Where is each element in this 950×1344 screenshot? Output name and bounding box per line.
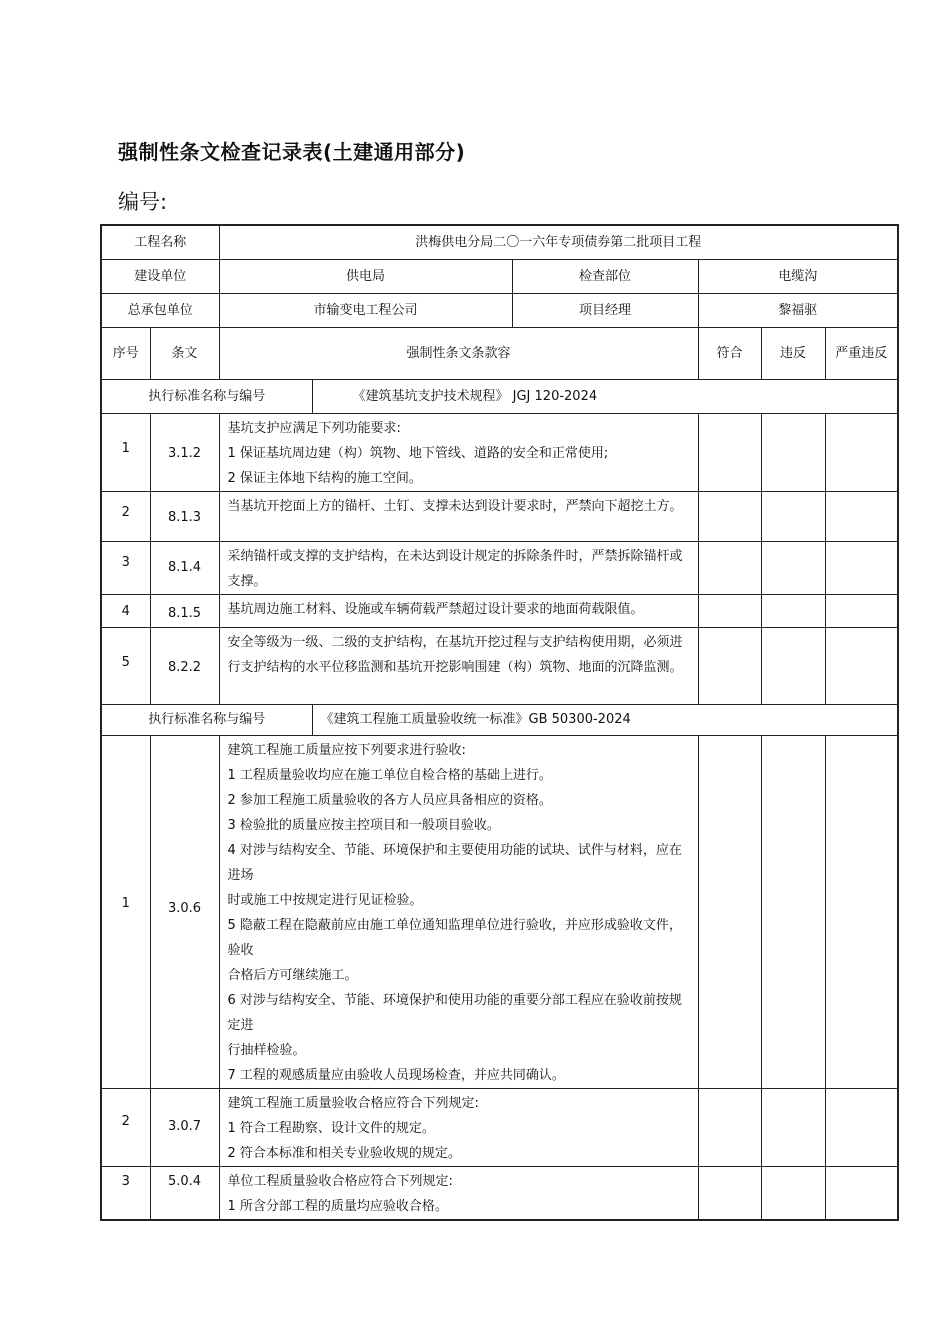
- row-content: [219, 541, 698, 594]
- comply-cell[interactable]: [698, 1166, 761, 1220]
- row-seq: 3: [101, 541, 150, 594]
- col-serious: 严重违反: [825, 327, 898, 379]
- pm-value: 黎福驱: [698, 293, 898, 327]
- serious-cell[interactable]: [825, 541, 898, 594]
- row-clause: 8.1.4: [150, 541, 219, 594]
- comply-cell[interactable]: [698, 735, 761, 1088]
- content-line: 1 工程质量验收均应在施工单位自检合格的基础上进行。: [227, 767, 552, 783]
- inspection-table: [100, 224, 899, 1221]
- project-name-row: [101, 225, 898, 259]
- row-content: [219, 735, 698, 1088]
- col-content: 强制性条文条款容: [219, 327, 698, 379]
- column-header-row: [101, 327, 898, 379]
- col-clause: 条文: [150, 327, 219, 379]
- violate-cell[interactable]: [761, 541, 825, 594]
- clause-row: [101, 541, 898, 594]
- project-name-label: 工程名称: [101, 225, 219, 259]
- col-comply: 符合: [698, 327, 761, 379]
- row-seq: 1: [101, 413, 150, 491]
- content-line: 7 工程的观感质量应由验收人员现场检查，并应共同确认。: [227, 1067, 565, 1083]
- comply-cell[interactable]: [698, 594, 761, 627]
- violate-cell[interactable]: [761, 735, 825, 1088]
- violate-cell[interactable]: [761, 1088, 825, 1166]
- serious-cell[interactable]: [825, 491, 898, 541]
- standard-name: 《建筑基坑支护技术规程》 JGJ 120-2024: [312, 379, 898, 413]
- row-seq: 2: [101, 491, 150, 541]
- col-seq: 序号: [101, 327, 150, 379]
- row-content: [219, 413, 698, 491]
- inspect-part-value: 电缆沟: [698, 259, 898, 293]
- inspect-part-label: 检查部位: [512, 259, 698, 293]
- project-name-value: 洪梅供电分局二〇一六年专项债券第二批项目工程: [219, 225, 898, 259]
- clause-row: [101, 1166, 898, 1220]
- clause-row: [101, 735, 898, 1088]
- row-seq: 1: [101, 735, 150, 1088]
- content-line: 1 所含分部工程的质量均应验收合格。: [227, 1198, 448, 1214]
- content-line: 4 对涉与结构安全、节能、环境保护和主要使用功能的试块、试件与材料，应在进场: [227, 842, 682, 883]
- row-clause: 5.0.4: [150, 1166, 219, 1220]
- content-line: 行抽样检验。: [227, 1042, 306, 1058]
- content-line: 1 符合工程勘察、设计文件的规定。: [227, 1120, 435, 1136]
- standard-name: 《建筑工程施工质量验收统一标准》GB 50300-2024: [312, 704, 898, 735]
- clause-row: [101, 627, 898, 704]
- content-line: 采纳锚杆或支撑的支护结构，在未达到设计规定的拆除条件时，严禁拆除锚杆或支撑。: [227, 548, 683, 589]
- row-clause: 8.2.2: [150, 627, 219, 704]
- content-line: 建筑工程施工质量验收合格应符合下列规定:: [227, 1095, 479, 1111]
- row-content: [219, 1166, 698, 1220]
- standard-label: 执行标准名称与编号: [101, 379, 312, 413]
- section-gb50300: [101, 735, 898, 1220]
- row-seq: 4: [101, 594, 150, 627]
- violate-cell[interactable]: [761, 1166, 825, 1220]
- row-clause: 8.1.5: [150, 594, 219, 627]
- clause-row: [101, 491, 898, 541]
- comply-cell[interactable]: [698, 413, 761, 491]
- clause-row: [101, 594, 898, 627]
- serious-cell[interactable]: [825, 413, 898, 491]
- clause-row: [101, 1088, 898, 1166]
- section-jgj120: [101, 413, 898, 704]
- content-line: 时或施工中按规定进行见证检验。: [227, 892, 423, 908]
- contractor-value: 市输变电工程公司: [219, 293, 512, 327]
- comply-cell[interactable]: [698, 1088, 761, 1166]
- row-seq: 2: [101, 1088, 150, 1166]
- row-content: [219, 594, 698, 627]
- violate-cell[interactable]: [761, 594, 825, 627]
- row-clause: 8.1.3: [150, 491, 219, 541]
- builder-label: 建设单位: [101, 259, 219, 293]
- serious-cell[interactable]: [825, 594, 898, 627]
- content-line: 基坑支护应满足下列功能要求:: [227, 420, 401, 436]
- content-line: 5 隐蔽工程在隐蔽前应由施工单位通知监理单位进行验收，并应形成验收文件，验收: [227, 917, 682, 958]
- comply-cell[interactable]: [698, 541, 761, 594]
- contractor-label: 总承包单位: [101, 293, 219, 327]
- row-clause: 3.1.2: [150, 413, 219, 491]
- standard-row: [101, 704, 898, 735]
- serial-number-label: 编号:: [118, 190, 168, 214]
- row-content: [219, 627, 698, 704]
- comply-cell[interactable]: [698, 627, 761, 704]
- row-content: [219, 1088, 698, 1166]
- violate-cell[interactable]: [761, 413, 825, 491]
- row-clause: 3.0.7: [150, 1088, 219, 1166]
- row-seq: 3: [101, 1166, 150, 1220]
- content-line: 6 对涉与结构安全、节能、环境保护和使用功能的重要分部工程应在验收前按规定进: [227, 992, 682, 1033]
- serious-cell[interactable]: [825, 627, 898, 704]
- contractor-row: [101, 293, 898, 327]
- content-line: 1 保证基坑周边建（构）筑物、地下管线、道路的安全和正常使用;: [227, 445, 609, 461]
- content-line: 合格后方可继续施工。: [227, 967, 358, 983]
- serious-cell[interactable]: [825, 1088, 898, 1166]
- builder-value: 供电局: [219, 259, 512, 293]
- document-title: 强制性条文检查记录表(土建通用部分): [118, 140, 466, 164]
- comply-cell[interactable]: [698, 491, 761, 541]
- content-line: 3 检验批的质量应按主控项目和一般项目验收。: [227, 817, 500, 833]
- content-line: 2 保证主体地下结构的施工空间。: [227, 470, 422, 486]
- row-seq: 5: [101, 627, 150, 704]
- content-line: 单位工程质量验收合格应符合下列规定:: [227, 1173, 453, 1189]
- content-line: 2 符合本标准和相关专业验收规的规定。: [227, 1145, 461, 1161]
- standard-row: [101, 379, 898, 413]
- builder-row: [101, 259, 898, 293]
- clause-row: [101, 413, 898, 491]
- content-line: 基坑周边施工材料、设施或车辆荷载严禁超过设计要求的地面荷载限值。: [227, 601, 644, 617]
- col-violate: 违反: [761, 327, 825, 379]
- row-clause: 3.0.6: [150, 735, 219, 1088]
- content-line: 2 参加工程施工质量验收的各方人员应具备相应的资格。: [227, 792, 552, 808]
- serious-cell[interactable]: [825, 1166, 898, 1220]
- content-line: 安全等级为一级、二级的支护结构，在基坑开挖过程与支护结构使用期，必须进行支护结构的水平位移监测和基坑开挖影响围建（构）筑物、地面的沉降监测。: [227, 634, 683, 675]
- violate-cell[interactable]: [761, 627, 825, 704]
- violate-cell[interactable]: [761, 491, 825, 541]
- standard-label: 执行标准名称与编号: [101, 704, 312, 735]
- row-content: [219, 491, 698, 541]
- pm-label: 项目经理: [512, 293, 698, 327]
- content-line: 建筑工程施工质量应按下列要求进行验收:: [227, 742, 466, 758]
- serious-cell[interactable]: [825, 735, 898, 1088]
- content-line: 当基坑开挖面上方的锚杆、土钉、支撑未达到设计要求时，严禁向下超挖土方。: [227, 498, 683, 514]
